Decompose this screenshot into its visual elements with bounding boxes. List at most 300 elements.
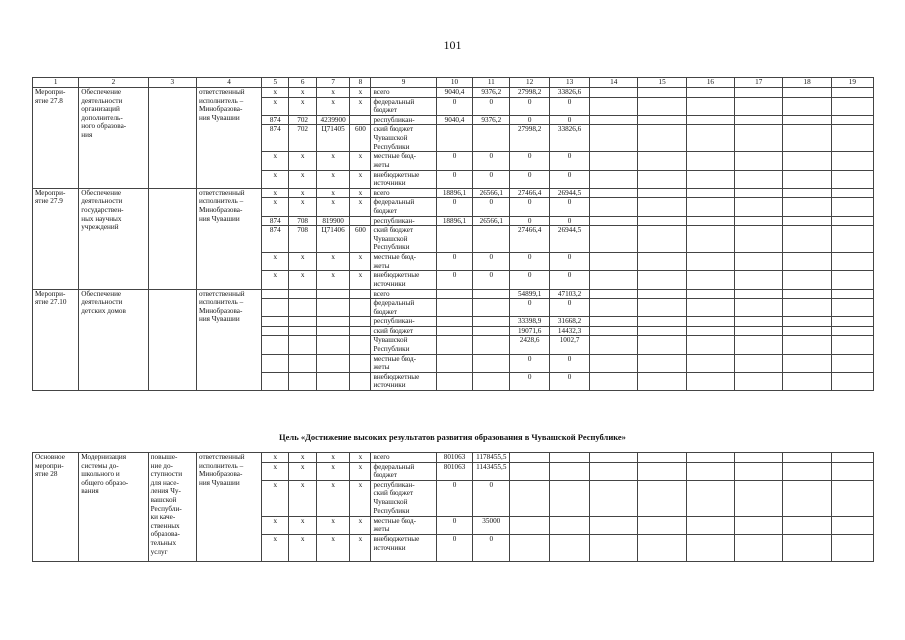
funding-source: федеральный бюджет (371, 299, 436, 317)
table-cell (783, 453, 831, 463)
funding-source: ский бюджет (371, 326, 436, 336)
table-cell: x (350, 534, 371, 561)
table-cell (831, 336, 873, 354)
table-cell (831, 289, 873, 299)
table-cell (783, 125, 831, 152)
table-cell (686, 354, 734, 372)
table-cell (473, 326, 510, 336)
table-cell (590, 516, 638, 534)
table-cell: x (350, 152, 371, 170)
table-cell: 874 (262, 125, 289, 152)
table-cell (831, 516, 873, 534)
table-cell: 47103,2 (550, 289, 590, 299)
table-cell: x (262, 534, 289, 561)
column-number: 10 (436, 78, 473, 88)
funding-source: федеральный бюджет (371, 198, 436, 216)
table-cell (262, 299, 289, 317)
table-cell (473, 299, 510, 317)
table-cell: 9040,4 (436, 115, 473, 125)
table-cell (436, 289, 473, 299)
table-cell (686, 299, 734, 317)
funding-source: местные бюд- жеты (371, 354, 436, 372)
table-cell (783, 88, 831, 98)
table-cell (550, 534, 590, 561)
responsible-executor: ответственный исполнитель – Минобразова- ния Чувашии (196, 188, 261, 289)
table-cell (436, 226, 473, 253)
column-number: 2 (79, 78, 148, 88)
column-number: 7 (316, 78, 350, 88)
column-number-row (33, 78, 874, 88)
table-cell: x (316, 480, 350, 516)
table-cell (783, 326, 831, 336)
table-cell (590, 317, 638, 327)
table-cell (783, 462, 831, 480)
column-number: 6 (289, 78, 316, 88)
measure-title: Обеспечение деятельности государствен- ных научных учреждений (79, 188, 148, 289)
table-cell (638, 271, 686, 289)
funding-source: всего (371, 453, 436, 463)
table-cell: Ц71406 (316, 226, 350, 253)
table-cell (590, 88, 638, 98)
table-cell (831, 317, 873, 327)
table-cell: 0 (550, 372, 590, 390)
table-cell: x (289, 188, 316, 198)
table-cell (783, 226, 831, 253)
table-cell (686, 326, 734, 336)
table-cell: 0 (510, 216, 550, 226)
table-cell: x (262, 97, 289, 115)
table-cell (590, 170, 638, 188)
table-cell: x (350, 253, 371, 271)
table-cell (686, 188, 734, 198)
table-cell (686, 462, 734, 480)
table-cell (510, 453, 550, 463)
table-cell: 0 (550, 253, 590, 271)
table-cell (436, 372, 473, 390)
column-number: 5 (262, 78, 289, 88)
table-cell: 0 (550, 299, 590, 317)
table-cell (436, 317, 473, 327)
funding-source: внебюджетные источники (371, 372, 436, 390)
table-cell (831, 299, 873, 317)
table-cell: 708 (289, 226, 316, 253)
table-cell: 801063 (436, 462, 473, 480)
budget-table-goal (32, 452, 874, 562)
table-cell: 0 (510, 271, 550, 289)
table-cell (436, 326, 473, 336)
table-cell (262, 326, 289, 336)
table-cell (783, 534, 831, 561)
table-cell: x (262, 253, 289, 271)
table-cell: 0 (473, 271, 510, 289)
table-cell (638, 289, 686, 299)
table-cell: 26944,5 (550, 226, 590, 253)
table-cell: x (262, 198, 289, 216)
table-cell (783, 198, 831, 216)
table-cell (289, 289, 316, 299)
table-cell (262, 317, 289, 327)
table-cell (473, 372, 510, 390)
table-cell: x (316, 453, 350, 463)
table-cell (735, 453, 783, 463)
table-cell (783, 115, 831, 125)
measure-goal (148, 188, 196, 289)
measure-id: Меропри- ятие 27.9 (33, 188, 79, 289)
table-cell (638, 97, 686, 115)
table-cell (831, 198, 873, 216)
table-cell (262, 372, 289, 390)
table-cell: x (289, 170, 316, 188)
table-cell (510, 516, 550, 534)
column-number: 3 (148, 78, 196, 88)
table-cell (831, 216, 873, 226)
table-cell (638, 115, 686, 125)
column-number: 14 (590, 78, 638, 88)
table-cell (350, 317, 371, 327)
table-cell: 0 (436, 198, 473, 216)
table-cell (831, 326, 873, 336)
table-cell: 33398,9 (510, 317, 550, 327)
table-cell: 0 (550, 216, 590, 226)
table-cell: 0 (473, 253, 510, 271)
table-cell (686, 97, 734, 115)
table-cell (783, 317, 831, 327)
table-cell: x (316, 198, 350, 216)
funding-source: местные бюд- жеты (371, 516, 436, 534)
table-cell (686, 125, 734, 152)
funding-source: всего (371, 88, 436, 98)
table-cell: x (289, 88, 316, 98)
table-cell: 702 (289, 125, 316, 152)
table-cell (590, 226, 638, 253)
table-cell (783, 152, 831, 170)
table-cell (638, 453, 686, 463)
table-cell: x (289, 480, 316, 516)
table-cell: x (262, 152, 289, 170)
table-cell: 0 (550, 115, 590, 125)
table-cell (262, 289, 289, 299)
funding-source: всего (371, 289, 436, 299)
table-cell (638, 198, 686, 216)
table-cell (735, 271, 783, 289)
table-cell: 54899,1 (510, 289, 550, 299)
funding-source: республикан- ский бюджет Чувашской Республики (371, 480, 436, 516)
funding-source: внебюджетные источники (371, 170, 436, 188)
column-number: 11 (473, 78, 510, 88)
table-cell (783, 216, 831, 226)
table-cell (686, 216, 734, 226)
table-cell: 0 (473, 97, 510, 115)
table-cell: x (262, 170, 289, 188)
table-cell: x (289, 198, 316, 216)
table-cell: 0 (473, 480, 510, 516)
measure-title: Обеспечение деятельности организаций дополнитель- ного образова- ния (79, 88, 148, 189)
responsible-executor: ответственный исполнитель – Минобразова- ния Чувашии (196, 289, 261, 391)
table-cell (590, 115, 638, 125)
table-cell: 0 (510, 354, 550, 372)
table-cell (638, 170, 686, 188)
table-cell (735, 372, 783, 390)
table-cell (735, 198, 783, 216)
table-cell: 0 (510, 97, 550, 115)
table-cell (473, 226, 510, 253)
table-cell: x (289, 271, 316, 289)
table-cell (590, 336, 638, 354)
table-cell: x (262, 462, 289, 480)
table-cell (831, 534, 873, 561)
measure-title: Модернизация системы до- школьного и общего образо- вания (79, 453, 148, 562)
measure-id: Меропри- ятие 27.10 (33, 289, 79, 391)
table-cell (831, 462, 873, 480)
table-cell (316, 299, 350, 317)
column-number: 17 (735, 78, 783, 88)
table-cell (735, 170, 783, 188)
table-cell: 2428,6 (510, 336, 550, 354)
funding-source: внебюджетные источники (371, 271, 436, 289)
table-cell (289, 299, 316, 317)
table-cell: 1143455,5 (473, 462, 510, 480)
table-cell (783, 289, 831, 299)
table-cell (262, 336, 289, 354)
table-cell: x (350, 170, 371, 188)
table-cell: 27466,4 (510, 188, 550, 198)
table-cell (590, 198, 638, 216)
column-number: 1 (33, 78, 79, 88)
table-cell (735, 289, 783, 299)
table-cell: 0 (436, 97, 473, 115)
table-cell (638, 462, 686, 480)
responsible-executor: ответственный исполнитель – Минобразова- ния Чувашии (196, 88, 261, 189)
column-number: 16 (686, 78, 734, 88)
table-cell (350, 299, 371, 317)
table-cell: 0 (436, 534, 473, 561)
table-cell (831, 226, 873, 253)
table-cell (638, 516, 686, 534)
table-cell (473, 336, 510, 354)
table-cell: 0 (510, 152, 550, 170)
table-cell (350, 336, 371, 354)
table-cell (638, 354, 686, 372)
table-cell (735, 115, 783, 125)
table-cell (735, 88, 783, 98)
table-cell (831, 271, 873, 289)
table-cell (590, 289, 638, 299)
table-cell (638, 188, 686, 198)
table-cell: 0 (473, 198, 510, 216)
table-cell (783, 299, 831, 317)
funding-source: местные бюд- жеты (371, 253, 436, 271)
table-cell (686, 88, 734, 98)
table-cell: 600 (350, 125, 371, 152)
table-cell: 9376,2 (473, 88, 510, 98)
table-cell: x (316, 253, 350, 271)
funding-source: внебюджетные источники (371, 534, 436, 561)
table-cell (735, 326, 783, 336)
table-cell: 874 (262, 115, 289, 125)
column-number: 13 (550, 78, 590, 88)
table-cell (783, 336, 831, 354)
table-cell (735, 125, 783, 152)
funding-source: местные бюд- жеты (371, 152, 436, 170)
table-cell (550, 462, 590, 480)
table-cell: 0 (436, 516, 473, 534)
table-cell (590, 125, 638, 152)
funding-source: всего (371, 188, 436, 198)
table-cell (590, 271, 638, 289)
table-cell: 0 (550, 198, 590, 216)
table-cell (590, 354, 638, 372)
table-cell (350, 354, 371, 372)
table-cell: x (316, 516, 350, 534)
funding-source: федеральный бюджет (371, 97, 436, 115)
table-cell: 874 (262, 226, 289, 253)
table-cell (590, 188, 638, 198)
table-cell: 600 (350, 226, 371, 253)
table-cell (436, 336, 473, 354)
funding-source: ский бюджет Чувашской Республики (371, 226, 436, 253)
measure-id: Меропри- ятие 27.8 (33, 88, 79, 189)
funding-source: федеральный бюджет (371, 462, 436, 480)
table-cell (436, 299, 473, 317)
table-cell: 35000 (473, 516, 510, 534)
table-cell: 1002,7 (550, 336, 590, 354)
table-cell (316, 336, 350, 354)
table-cell (831, 354, 873, 372)
table-cell (638, 152, 686, 170)
table-cell (831, 97, 873, 115)
funding-source: республикан- (371, 216, 436, 226)
column-number: 8 (350, 78, 371, 88)
table-cell: x (316, 88, 350, 98)
table-cell (783, 271, 831, 289)
table-cell (350, 326, 371, 336)
table-cell (686, 317, 734, 327)
table-cell: x (262, 453, 289, 463)
table-cell: x (316, 97, 350, 115)
table-cell: x (289, 453, 316, 463)
column-number: 15 (638, 78, 686, 88)
table-cell (638, 253, 686, 271)
table-cell: 33826,6 (550, 88, 590, 98)
table-cell (638, 125, 686, 152)
table-cell: x (289, 516, 316, 534)
table-cell: x (262, 88, 289, 98)
table-cell (590, 534, 638, 561)
table-cell: 819900 (316, 216, 350, 226)
table-row (33, 453, 874, 463)
table-cell: x (350, 198, 371, 216)
table-cell (735, 516, 783, 534)
table-cell (638, 534, 686, 561)
page-number: 101 (443, 38, 462, 52)
table-cell: 0 (510, 372, 550, 390)
table-cell (590, 480, 638, 516)
budget-table (32, 77, 874, 391)
table-cell: x (316, 170, 350, 188)
table-cell: 0 (550, 170, 590, 188)
table-cell (831, 188, 873, 198)
table-cell (436, 125, 473, 152)
table-cell (638, 326, 686, 336)
table-cell (316, 372, 350, 390)
table-cell (831, 170, 873, 188)
table-cell: 0 (550, 152, 590, 170)
table-cell: 0 (436, 271, 473, 289)
table-cell (831, 480, 873, 516)
table-cell (831, 125, 873, 152)
table-cell: 0 (473, 152, 510, 170)
table-cell: 26944,5 (550, 188, 590, 198)
table-cell: x (350, 188, 371, 198)
table-cell: x (262, 271, 289, 289)
table-cell: 27998,2 (510, 88, 550, 98)
table-cell: 18896,1 (436, 188, 473, 198)
table-cell (638, 336, 686, 354)
table-cell: 27466,4 (510, 226, 550, 253)
table-cell: 702 (289, 115, 316, 125)
table-cell (783, 253, 831, 271)
table-cell (735, 253, 783, 271)
table-cell (550, 480, 590, 516)
table-cell: 31668,2 (550, 317, 590, 327)
table-cell (686, 336, 734, 354)
table-cell (686, 198, 734, 216)
table-cell: 14432,3 (550, 326, 590, 336)
table-cell (590, 152, 638, 170)
table-cell: 4239900 (316, 115, 350, 125)
table-cell: 0 (436, 170, 473, 188)
table-row (33, 88, 874, 98)
table-cell (473, 317, 510, 327)
table-cell (289, 336, 316, 354)
table-cell (735, 317, 783, 327)
table-cell: x (316, 534, 350, 561)
responsible-executor: ответственный исполнитель – Минобразова- ния Чувашии (196, 453, 261, 562)
funding-source: Чувашской Республики (371, 336, 436, 354)
table-cell (590, 372, 638, 390)
table-cell: 801063 (436, 453, 473, 463)
table-cell (783, 516, 831, 534)
table-cell (831, 88, 873, 98)
table-cell (638, 299, 686, 317)
table-cell (590, 326, 638, 336)
column-number: 19 (831, 78, 873, 88)
table-cell (686, 253, 734, 271)
column-number: 18 (783, 78, 831, 88)
table-cell (686, 516, 734, 534)
table-cell (510, 480, 550, 516)
table-cell (735, 152, 783, 170)
table-cell: 33826,6 (550, 125, 590, 152)
measure-goal (148, 88, 196, 189)
table-cell (590, 97, 638, 115)
table-cell (735, 97, 783, 115)
table-cell (350, 115, 371, 125)
funding-source: ский бюджет Чувашской Республики (371, 125, 436, 152)
table-cell: 0 (550, 97, 590, 115)
measure-id: Основное меропри- ятие 28 (33, 453, 79, 562)
table-cell (686, 271, 734, 289)
table-cell: x (262, 516, 289, 534)
table-cell: x (350, 88, 371, 98)
funding-source: республикан- (371, 317, 436, 327)
table-cell: x (350, 516, 371, 534)
table-cell (510, 534, 550, 561)
table-cell (350, 372, 371, 390)
table-cell: x (289, 462, 316, 480)
table-cell (686, 453, 734, 463)
table-cell: x (289, 253, 316, 271)
